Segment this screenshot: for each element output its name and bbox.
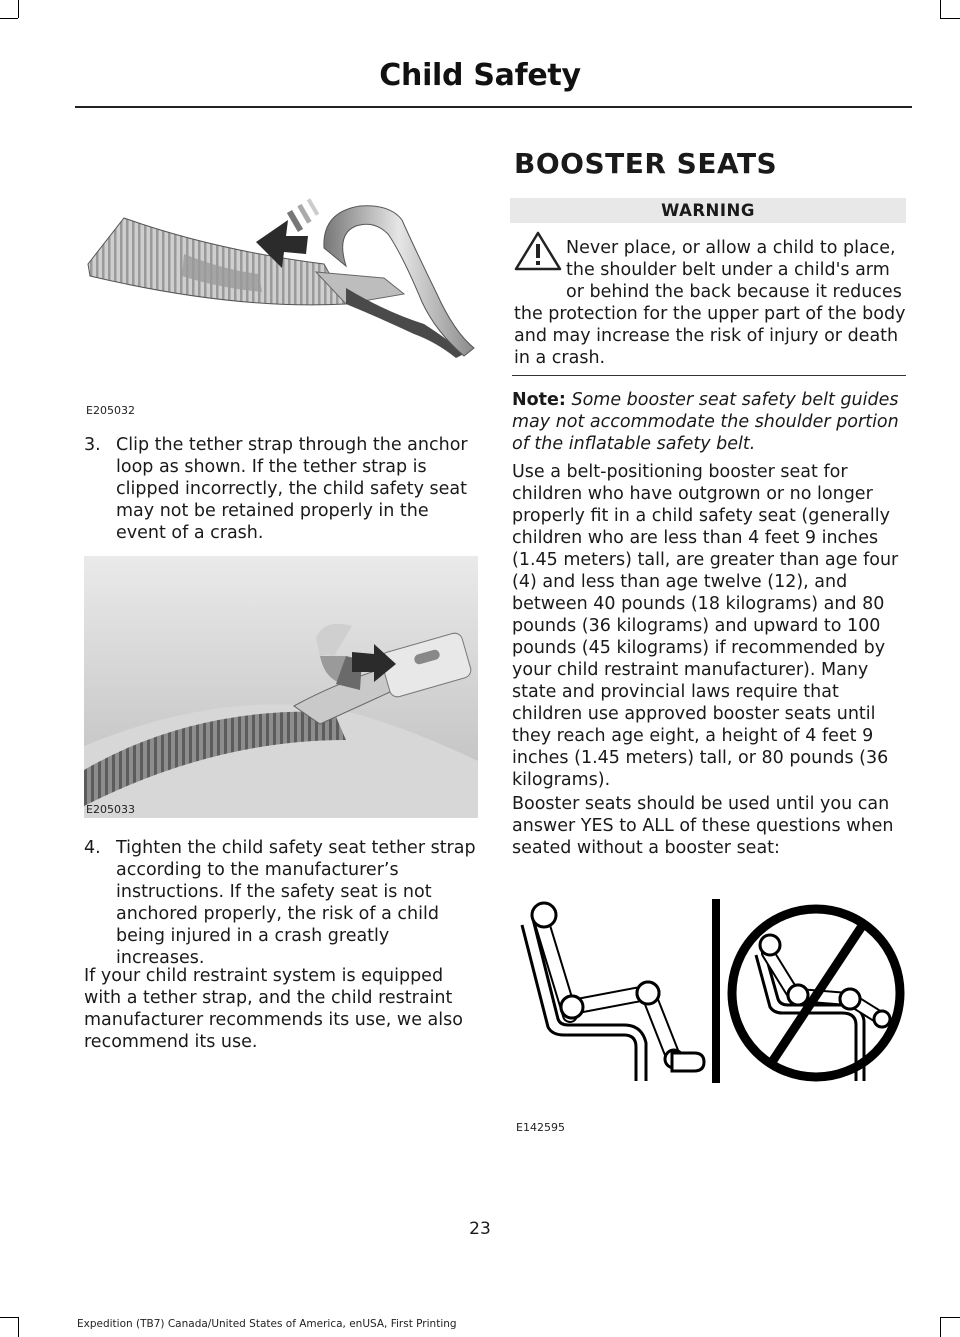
footer-text: Expedition (TB7) Canada/United States of America, enUSA, First Printing	[77, 1318, 457, 1330]
tether-paragraph: If your child restraint system is equipped with a tether strap, and the child restraint manufacturer recommends its use, we also recommend its use.	[84, 966, 463, 1052]
figure-code: E205032	[86, 404, 135, 417]
crop-mark	[940, 1317, 960, 1318]
seating-posture-illustration	[512, 895, 908, 1090]
warning-rule	[512, 375, 906, 376]
figure-code: E205033	[86, 803, 135, 816]
warning-label: WARNING	[510, 198, 906, 223]
crop-mark	[940, 18, 960, 19]
crop-mark	[940, 1317, 941, 1337]
note-label: Note:	[512, 390, 566, 410]
crop-mark	[18, 1317, 19, 1337]
step-text: Clip the tether strap through the anchor loop as shown. If the tether strap is clipped incorrectly, the child safety seat may not be retained properly in the event of a crash.	[116, 435, 468, 543]
note-text: Some booster seat safety belt guides may not accommodate the shoulder portion of the inflatable safety belt.	[512, 390, 899, 454]
figure-code: E142595	[516, 1121, 565, 1134]
warning-text-block	[514, 237, 908, 369]
step-number: 4.	[84, 838, 101, 858]
booster-paragraph: Use a belt-positioning booster seat for children who have outgrown or no longer properly fit in a child safety seat (generally children who are less than 4 feet 9 inches (1.45 meters) tall, are greater than age four (4) and less than age twelve (12), and between 40 pounds (18 kilograms) and 80 pounds (36 kilograms) and upward to 100 pounds (45 kilograms) if recommended by your child restraint manufacturer). Many state and provincial laws require that children use approved booster seats until they reach age eight, a height of 4 feet 9 inches (1.45 meters) tall, or 80 pounds (36 kilograms).	[512, 462, 899, 790]
section-heading: BOOSTER SEATS	[514, 147, 778, 180]
booster-questions-intro: Booster seats should be used until you can answer YES to ALL of these questions when seated without a booster seat:	[512, 794, 894, 858]
anchor-loop-illustration	[84, 556, 478, 818]
step-text: Tighten the child safety seat tether strap according to the manufacturer’s instructions. If the safety seat is not anchored properly, the risk of a child being injured in a crash greatly increases.	[116, 838, 476, 968]
icon-spacer	[514, 237, 566, 303]
page-number: 23	[469, 1219, 491, 1239]
step-3	[84, 434, 478, 544]
note	[512, 389, 910, 455]
page-title: Child Safety	[379, 58, 581, 93]
crop-mark	[0, 1317, 18, 1318]
tether-strap-illustration	[84, 192, 478, 397]
step-number: 3.	[84, 435, 101, 455]
step-4	[84, 837, 478, 969]
warning-text: Never place, or allow a child to place, the shoulder belt under a child's arm or behind the back because it reduces the protection for the upper part of the body and may increase the risk of injury or death in a crash.	[514, 238, 906, 368]
header-rule	[75, 106, 912, 108]
crop-mark	[940, 0, 941, 18]
crop-mark	[18, 0, 19, 18]
crop-mark	[0, 18, 18, 19]
